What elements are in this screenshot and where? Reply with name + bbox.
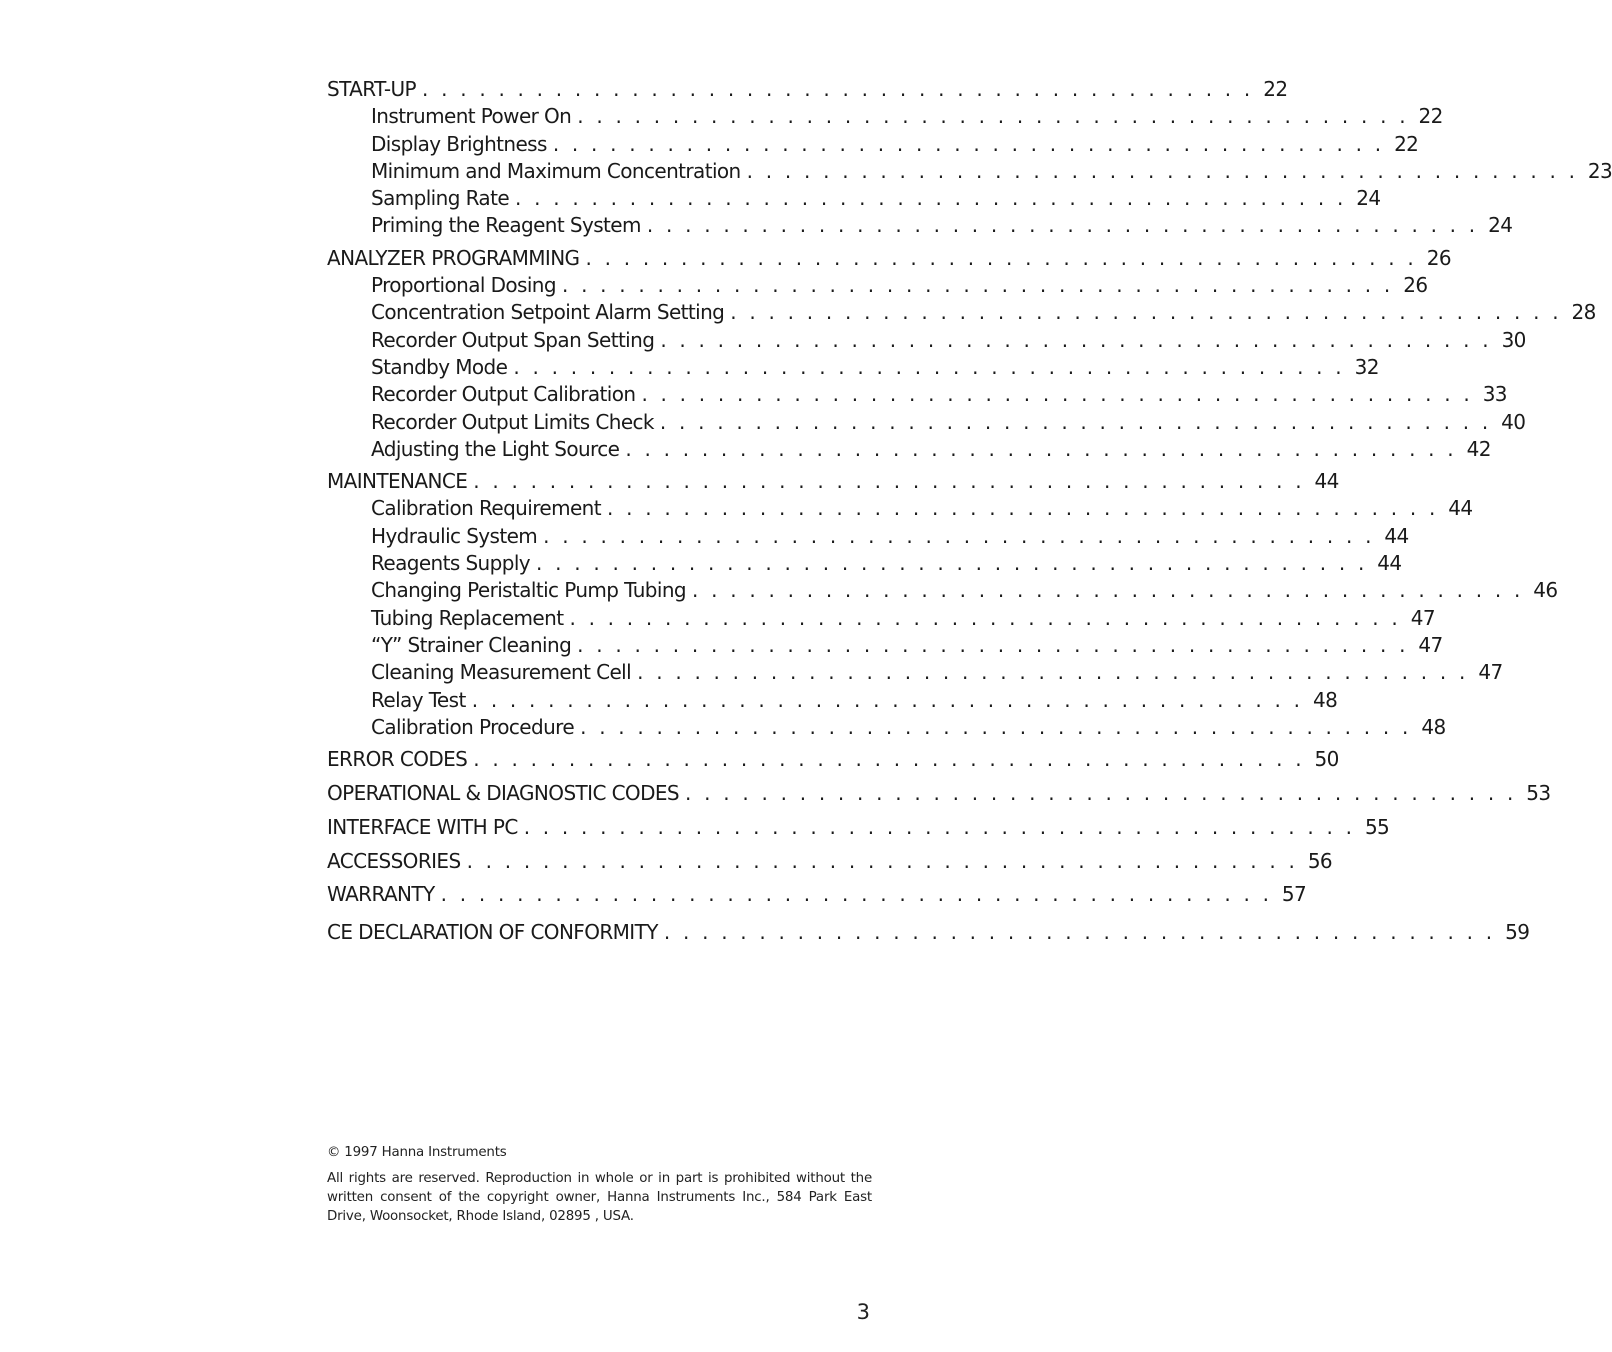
toc-entry-page: 23 [1587, 158, 1612, 183]
toc-entry-label: Calibration Procedure [371, 714, 575, 739]
toc-leader-dots: . . . . . . . . . . . . . . . . . . . . . . . . . . . . . . . . . . . . . . . . . . . . [637, 660, 1469, 685]
toc-entry[interactable] [327, 496, 1473, 523]
toc-entry-page: 48 [1312, 687, 1338, 712]
toc-entry-label: Display Brightness [371, 131, 547, 156]
toc-entry-label: ACCESSORIES [327, 848, 461, 873]
toc-entry-page: 59 [1505, 919, 1530, 944]
toc-leader-dots: . . . . . . . . . . . . . . . . . . . . . . . . . . . . . . . . . . . . . . . . . . . . [473, 469, 1305, 494]
rights-statement: All rights are reserved. Reproduction in whole or in part is prohibited without the written consent of the copyright owner, Hanna Instruments Inc., 584 Park East Drive, Woonsocket, Rhode Island, 02895 , USA. [327, 1171, 872, 1224]
toc-entry-label: Calibration Requirement [371, 496, 601, 521]
toc-entry-label: Recorder Output Limits Check [371, 409, 654, 434]
toc-entry-label: Concentration Setpoint Alarm Setting [371, 300, 725, 325]
toc-leader-dots: . . . . . . . . . . . . . . . . . . . . . . . . . . . . . . . . . . . . . . . . . . . . [523, 814, 1356, 839]
toc-entry-page: 56 [1307, 848, 1333, 873]
toc-leader-dots: . . . . . . . . . . . . . . . . . . . . . . . . . . . . . . . . . . . . . . . . . . . . [685, 780, 1517, 805]
toc-entry-page: 44 [1448, 496, 1473, 521]
table-of-contents [327, 77, 1612, 947]
toc-entry[interactable] [327, 300, 1596, 327]
toc-entry[interactable] [327, 409, 1526, 437]
toc-entry-page: 28 [1571, 300, 1596, 325]
toc-leader-dots: . . . . . . . . . . . . . . . . . . . . . . . . . . . . . . . . . . . . . . . . . . . . [543, 523, 1375, 548]
toc-leader-dots: . . . . . . . . . . . . . . . . . . . . . . . . . . . . . . . . . . . . . . . . . . . . [607, 496, 1439, 521]
toc-leader-dots: . . . . . . . . . . . . . . . . . . . . . . . . . . . . . . . . . . . . . . . . . . . . [577, 104, 1409, 129]
toc-leader-dots: . . . . . . . . . . . . . . . . . . . . . . . . . . . . . . . . . . . . . . . . . . . . [663, 919, 1496, 944]
toc-entry[interactable] [327, 714, 1446, 742]
toc-entry-page: 44 [1314, 469, 1339, 494]
toc-entry[interactable] [327, 605, 1435, 633]
toc-entry-page: 24 [1488, 213, 1513, 238]
toc-leader-dots: . . . . . . . . . . . . . . . . . . . . . . . . . . . . . . . . . . . . . . . . . . . . [421, 77, 1254, 101]
toc-entry[interactable] [327, 882, 1307, 909]
toc-entry-page: 47 [1410, 605, 1435, 630]
toc-entry[interactable] [327, 551, 1402, 578]
toc-entry-label: INTERFACE WITH PC [327, 814, 518, 839]
toc-entry-label: Recorder Output Span Setting [371, 327, 655, 352]
toc-leader-dots: . . . . . . . . . . . . . . . . . . . . . . . . . . . . . . . . . . . . . . . . . . . . [577, 632, 1409, 657]
toc-entry-page: 26 [1403, 273, 1428, 298]
toc-leader-dots: . . . . . . . . . . . . . . . . . . . . . . . . . . . . . . . . . . . . . . . . . . . . [646, 213, 1479, 238]
toc-entry[interactable] [327, 632, 1443, 660]
toc-entry-page: 30 [1501, 327, 1526, 352]
toc-leader-dots: . . . . . . . . . . . . . . . . . . . . . . . . . . . . . . . . . . . . . . . . . . . . [513, 354, 1345, 379]
toc-entry[interactable] [327, 523, 1409, 551]
page-number: 3 [856, 1300, 870, 1324]
toc-entry[interactable] [327, 436, 1491, 464]
toc-entry-label: Tubing Replacement [371, 605, 564, 630]
toc-leader-dots: . . . . . . . . . . . . . . . . . . . . . . . . . . . . . . . . . . . . . . . . . . . . [466, 848, 1299, 873]
toc-entry-label: ANALYZER PROGRAMMING [327, 245, 580, 270]
toc-leader-dots: . . . . . . . . . . . . . . . . . . . . . . . . . . . . . . . . . . . . . . . . . . . . [473, 747, 1305, 772]
toc-entry-page: 40 [1501, 409, 1526, 434]
toc-entry-label: WARRANTY [327, 882, 435, 907]
toc-entry[interactable] [327, 687, 1338, 715]
toc-entry[interactable] [327, 382, 1507, 409]
toc-entry-label: START-UP [327, 77, 416, 101]
toc-entry-page: 44 [1377, 551, 1402, 576]
toc-entry-page: 22 [1418, 104, 1443, 129]
toc-entry-page: 26 [1426, 245, 1451, 270]
toc-entry-label: Changing Peristaltic Pump Tubing [371, 578, 687, 603]
toc-entry[interactable] [327, 77, 1288, 104]
toc-entry[interactable] [327, 660, 1503, 687]
toc-entry-label: Reagents Supply [371, 551, 531, 576]
toc-entry[interactable] [327, 354, 1379, 382]
toc-entry-page: 48 [1421, 714, 1446, 739]
toc-entry-label: OPERATIONAL & DIAGNOSTIC CODES [327, 780, 680, 805]
toc-entry-page: 22 [1263, 77, 1288, 101]
toc-entry-label: Instrument Power On [371, 104, 572, 129]
copyright-line: © 1997 Hanna Instruments [327, 1145, 507, 1160]
toc-entry-page: 53 [1526, 780, 1551, 805]
toc-entry-page: 50 [1314, 747, 1339, 772]
toc-entry-label: Relay Test [371, 687, 466, 712]
toc-entry-page: 32 [1354, 354, 1379, 379]
toc-entry[interactable] [327, 245, 1451, 273]
toc-entry-label: ERROR CODES [327, 747, 468, 772]
toc-entry-page: 42 [1466, 436, 1491, 461]
toc-entry[interactable] [327, 213, 1513, 240]
toc-entry[interactable] [327, 469, 1339, 496]
toc-entry-label: MAINTENANCE [327, 469, 468, 494]
toc-entry-page: 47 [1478, 660, 1503, 685]
toc-entry-page: 33 [1482, 382, 1507, 407]
toc-entry[interactable] [327, 848, 1333, 876]
toc-leader-dots: . . . . . . . . . . . . . . . . . . . . . . . . . . . . . . . . . . . . . . . . . . . . [585, 245, 1417, 270]
toc-leader-dots: . . . . . . . . . . . . . . . . . . . . . . . . . . . . . . . . . . . . . . . . . . . . [641, 382, 1473, 407]
toc-entry[interactable] [327, 327, 1526, 355]
copyright-notice [327, 1143, 872, 1226]
toc-leader-dots: . . . . . . . . . . . . . . . . . . . . . . . . . . . . . . . . . . . . . . . . . . . . [440, 882, 1273, 907]
toc-entry-page: 46 [1533, 578, 1558, 603]
toc-entry-page: 44 [1384, 523, 1409, 548]
toc-entry-label: “Y” Strainer Cleaning [371, 632, 572, 657]
toc-leader-dots: . . . . . . . . . . . . . . . . . . . . . . . . . . . . . . . . . . . . . . . . . . . . [561, 273, 1394, 298]
toc-entry-label: Proportional Dosing [371, 273, 556, 298]
toc-leader-dots: . . . . . . . . . . . . . . . . . . . . . . . . . . . . . . . . . . . . . . . . . . . . [569, 605, 1401, 630]
toc-entry[interactable] [327, 814, 1390, 842]
toc-leader-dots: . . . . . . . . . . . . . . . . . . . . . . . . . . . . . . . . . . . . . . . . . . . . [730, 300, 1562, 325]
toc-entry-label: Priming the Reagent System [371, 213, 641, 238]
toc-entry-label: Hydraulic System [371, 523, 538, 548]
toc-entry[interactable] [327, 780, 1551, 808]
toc-leader-dots: . . . . . . . . . . . . . . . . . . . . . . . . . . . . . . . . . . . . . . . . . . . . [552, 131, 1385, 156]
toc-leader-dots: . . . . . . . . . . . . . . . . . . . . . . . . . . . . . . . . . . . . . . . . . . . . [471, 687, 1304, 712]
toc-entry[interactable] [327, 131, 1419, 159]
toc-entry-label: Adjusting the Light Source [371, 436, 620, 461]
toc-entry[interactable] [327, 273, 1428, 300]
toc-leader-dots: . . . . . . . . . . . . . . . . . . . . . . . . . . . . . . . . . . . . . . . . . . . . [659, 409, 1492, 434]
toc-entry[interactable] [327, 104, 1443, 131]
toc-entry-page: 24 [1356, 186, 1381, 211]
toc-leader-dots: . . . . . . . . . . . . . . . . . . . . . . . . . . . . . . . . . . . . . . . . . . . . [625, 436, 1457, 461]
toc-entry-label: Minimum and Maximum Concentration [371, 158, 741, 183]
toc-leader-dots: . . . . . . . . . . . . . . . . . . . . . . . . . . . . . . . . . . . . . . . . . . . . [746, 158, 1579, 183]
toc-entry[interactable] [327, 186, 1381, 213]
toc-leader-dots: . . . . . . . . . . . . . . . . . . . . . . . . . . . . . . . . . . . . . . . . . . . . [692, 578, 1524, 603]
toc-entry-label: CE DECLARATION OF CONFORMITY [327, 919, 658, 944]
toc-entry-label: Standby Mode [371, 354, 508, 379]
toc-leader-dots: . . . . . . . . . . . . . . . . . . . . . . . . . . . . . . . . . . . . . . . . . . . . [515, 186, 1347, 211]
toc-entry[interactable] [327, 158, 1612, 186]
toc-entry-page: 55 [1364, 814, 1390, 839]
toc-entry-page: 57 [1281, 882, 1307, 907]
toc-entry[interactable] [327, 919, 1530, 947]
toc-leader-dots: . . . . . . . . . . . . . . . . . . . . . . . . . . . . . . . . . . . . . . . . . . . . [660, 327, 1492, 352]
toc-leader-dots: . . . . . . . . . . . . . . . . . . . . . . . . . . . . . . . . . . . . . . . . . . . . [536, 551, 1368, 576]
toc-entry-label: Cleaning Measurement Cell [371, 660, 632, 685]
toc-entry-page: 22 [1394, 131, 1419, 156]
toc-entry-label: Recorder Output Calibration [371, 382, 636, 407]
toc-entry-label: Sampling Rate [371, 186, 510, 211]
toc-entry-page: 47 [1418, 632, 1443, 657]
toc-leader-dots: . . . . . . . . . . . . . . . . . . . . . . . . . . . . . . . . . . . . . . . . . . . . [580, 714, 1412, 739]
toc-entry[interactable] [327, 747, 1339, 774]
toc-entry[interactable] [327, 578, 1558, 605]
